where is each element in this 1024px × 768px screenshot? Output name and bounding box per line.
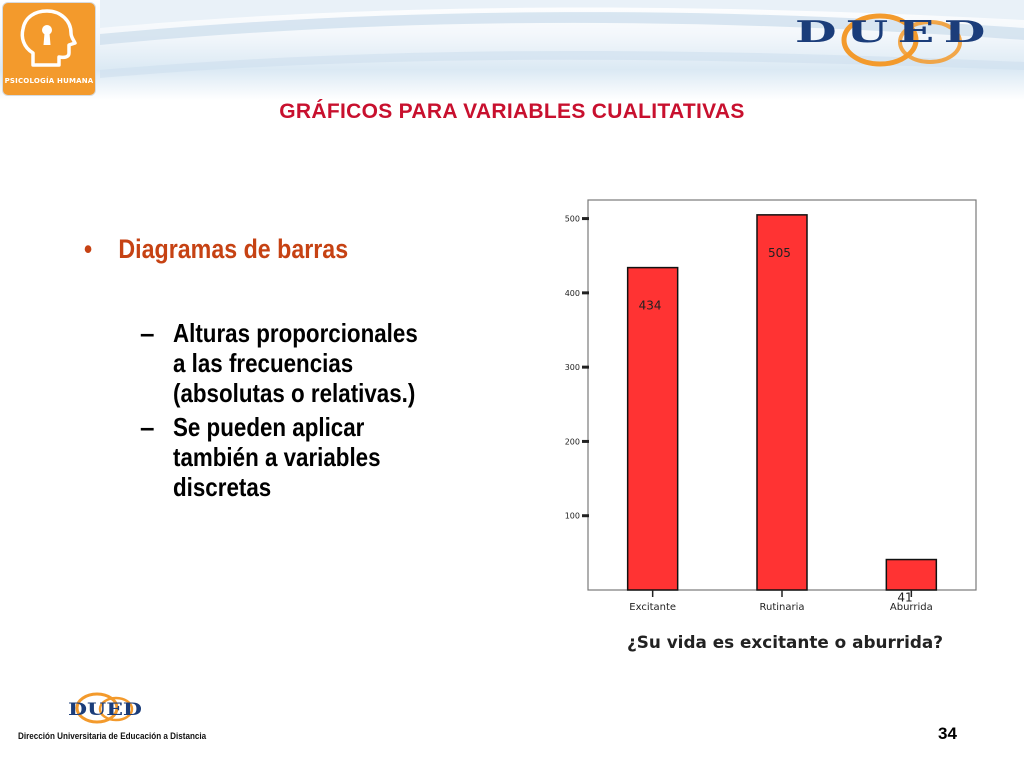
- head-keyhole-icon: [3, 3, 96, 75]
- y-tick-label: 400: [564, 288, 580, 298]
- page-number: 34: [938, 724, 957, 743]
- y-tick-label: 200: [564, 437, 580, 447]
- bar: [757, 215, 807, 590]
- psicologia-humana-logo: [2, 2, 96, 96]
- y-axis-ticks: [565, 215, 589, 521]
- x-tick-label: Aburrida: [889, 602, 933, 613]
- sub-bullet-list: [140, 318, 560, 506]
- y-tick-label: 100: [564, 511, 580, 521]
- bar-value-label: 41: [897, 590, 913, 605]
- dued-logo-bottom: [60, 688, 150, 728]
- x-axis-ticks: [629, 590, 932, 613]
- sub-bullet-item: [140, 412, 560, 502]
- institution-name: Dirección Universitaria de Educación a Distancia: [18, 731, 207, 741]
- sub-bullet-text: Se pueden aplicar también a variables discretas: [173, 412, 381, 502]
- x-axis-label: ¿Su vida es excitante o aburrida?: [627, 633, 943, 653]
- bullet-diagramas: [84, 234, 348, 265]
- bar-value-label: 434: [638, 298, 662, 313]
- bullet-dot: •: [84, 234, 93, 264]
- sub-bullet-item: [140, 318, 560, 408]
- dash-marker: –: [140, 318, 155, 348]
- y-tick-label: 300: [564, 363, 580, 373]
- dued-logo-bottom-text: DUED: [68, 700, 143, 720]
- bar-value-label: 505: [768, 245, 791, 260]
- logo-caption: PSICOLOGÍA HUMANA: [4, 77, 94, 85]
- bar-chart: [540, 185, 980, 660]
- x-tick-label: Excitante: [629, 602, 677, 613]
- dash-marker: –: [140, 412, 155, 442]
- bullet-text: Diagramas de barras: [118, 234, 349, 264]
- dued-logo-top: [780, 10, 1020, 70]
- y-tick-label: 500: [564, 214, 580, 224]
- x-tick-label: Rutinaria: [759, 602, 805, 613]
- bar: [886, 560, 936, 590]
- dued-logo-top-text: DUED: [795, 15, 995, 50]
- slide-title: GRÁFICOS PARA VARIABLES CUALITATIVAS: [279, 100, 745, 123]
- sub-bullet-text: Alturas proporcionales a las frecuencias (absolutas o relativas.): [173, 318, 418, 408]
- bar: [628, 268, 678, 590]
